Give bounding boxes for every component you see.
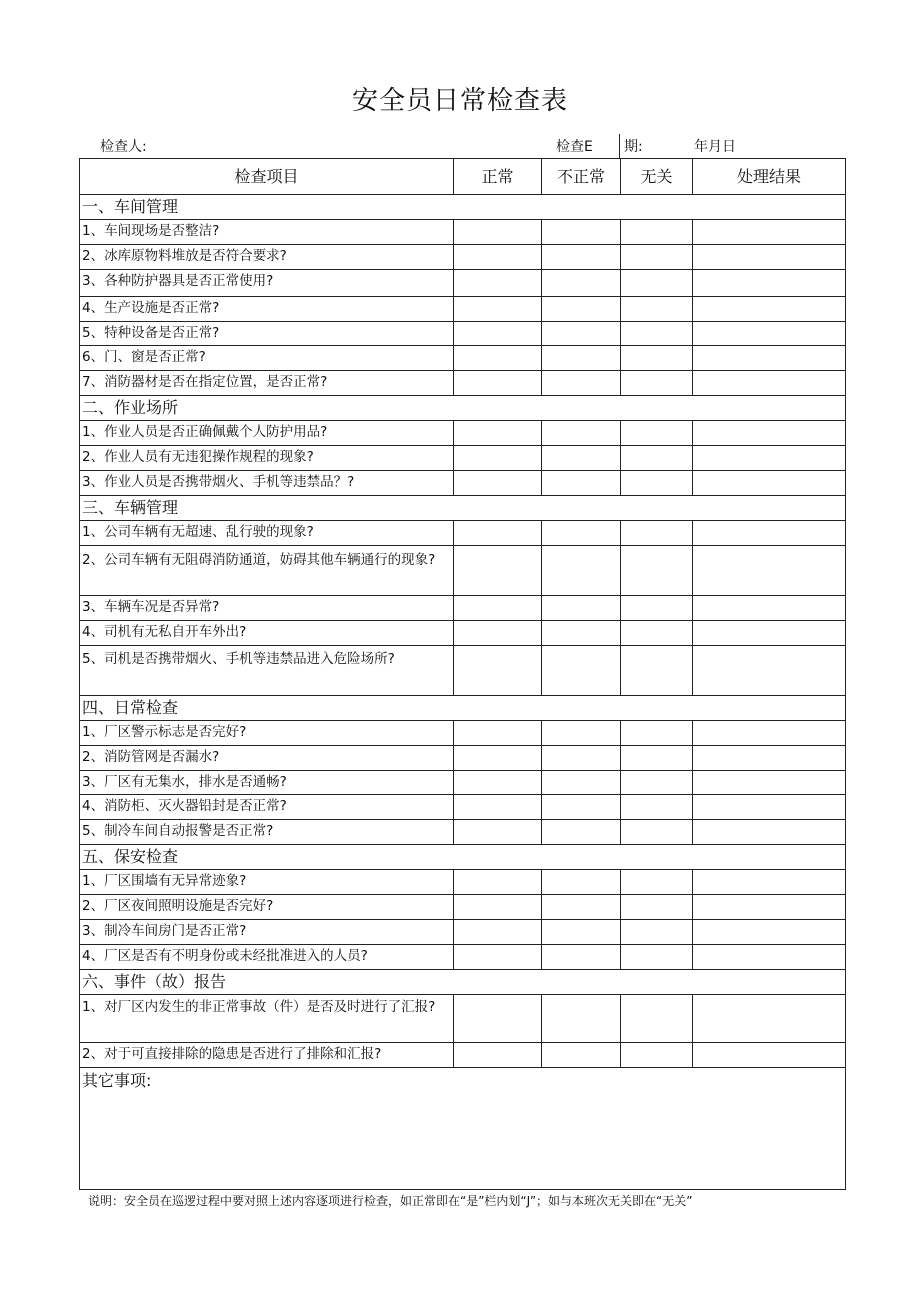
item-text: 7、消防器材是否在指定位置，是否正常? xyxy=(80,371,454,396)
cell-na[interactable] xyxy=(621,820,693,845)
cell-result[interactable] xyxy=(693,721,846,746)
cell-abnormal[interactable] xyxy=(542,446,621,471)
section-row xyxy=(80,396,846,421)
cell-abnormal[interactable] xyxy=(542,371,621,396)
cell-na[interactable] xyxy=(621,920,693,945)
cell-abnormal[interactable] xyxy=(542,297,621,322)
cell-na[interactable] xyxy=(621,245,693,270)
item-text: 3、制冷车间房门是否正常? xyxy=(80,920,454,945)
item-text: 1、厂区警示标志是否完好? xyxy=(80,721,454,746)
cell-normal[interactable] xyxy=(454,421,542,446)
cell-na[interactable] xyxy=(621,346,693,371)
cell-abnormal[interactable] xyxy=(542,721,621,746)
section-title: 四、日常检查 xyxy=(80,696,846,721)
cell-abnormal[interactable] xyxy=(542,596,621,621)
cell-na[interactable] xyxy=(621,795,693,820)
footnote: 说明：安全员在巡逻过程中要对照上述内容逐项进行检查，如正常即在“是”栏内划“J”；如与本班次无关即在“无关” xyxy=(88,1194,693,1208)
cell-result[interactable] xyxy=(693,771,846,795)
cell-na[interactable] xyxy=(621,870,693,895)
cell-normal[interactable] xyxy=(454,621,542,646)
cell-na[interactable] xyxy=(621,220,693,245)
cell-na[interactable] xyxy=(621,471,693,496)
cell-result[interactable] xyxy=(693,521,846,546)
table-row xyxy=(80,771,846,795)
cell-normal[interactable] xyxy=(454,546,542,596)
cell-abnormal[interactable] xyxy=(542,1043,621,1068)
cell-result[interactable] xyxy=(693,746,846,771)
cell-result[interactable] xyxy=(693,820,846,845)
cell-result[interactable] xyxy=(693,297,846,322)
cell-normal[interactable] xyxy=(454,521,542,546)
cell-abnormal[interactable] xyxy=(542,895,621,920)
cell-abnormal[interactable] xyxy=(542,795,621,820)
header-row xyxy=(80,159,846,195)
cell-normal[interactable] xyxy=(454,646,542,696)
table-row xyxy=(80,721,846,746)
cell-result[interactable] xyxy=(693,870,846,895)
table-row xyxy=(80,322,846,346)
col-header-result: 处理结果 xyxy=(693,159,846,195)
cell-abnormal[interactable] xyxy=(542,546,621,596)
cell-abnormal[interactable] xyxy=(542,820,621,845)
table-row xyxy=(80,270,846,297)
cell-normal[interactable] xyxy=(454,297,542,322)
cell-result[interactable] xyxy=(693,895,846,920)
cell-normal[interactable] xyxy=(454,1043,542,1068)
table-row xyxy=(80,870,846,895)
cell-abnormal[interactable] xyxy=(542,771,621,795)
item-text: 5、特种设备是否正常? xyxy=(80,322,454,346)
section-row xyxy=(80,845,846,870)
cell-result[interactable] xyxy=(693,546,846,596)
cell-result[interactable] xyxy=(693,995,846,1043)
table-row xyxy=(80,1043,846,1068)
cell-normal[interactable] xyxy=(454,820,542,845)
cell-abnormal[interactable] xyxy=(542,346,621,371)
cell-na[interactable] xyxy=(621,646,693,696)
item-text: 4、消防柜、灭火器铅封是否正常? xyxy=(80,795,454,820)
item-text: 6、门、窗是否正常? xyxy=(80,346,454,371)
cell-na[interactable] xyxy=(621,322,693,346)
section-title: 一、车间管理 xyxy=(80,195,846,220)
cell-result[interactable] xyxy=(693,945,846,970)
cell-normal[interactable] xyxy=(454,870,542,895)
item-text: 4、生产设施是否正常? xyxy=(80,297,454,322)
cell-result[interactable] xyxy=(693,795,846,820)
cell-abnormal[interactable] xyxy=(542,521,621,546)
table-row xyxy=(80,546,846,596)
cell-normal[interactable] xyxy=(454,721,542,746)
cell-normal[interactable] xyxy=(454,746,542,771)
item-text: 1、作业人员是否正确佩戴个人防护用品? xyxy=(80,421,454,446)
item-text: 4、厂区是否有不明身份或未经批准进入的人员? xyxy=(80,945,454,970)
cell-abnormal[interactable] xyxy=(542,746,621,771)
item-text: 3、车辆车况是否异常? xyxy=(80,596,454,621)
table-row xyxy=(80,596,846,621)
item-text: 3、厂区有无集水，排水是否通畅? xyxy=(80,771,454,795)
cell-abnormal[interactable] xyxy=(542,920,621,945)
date-label-part2: 期: xyxy=(624,139,643,155)
table-row xyxy=(80,746,846,771)
cell-normal[interactable] xyxy=(454,895,542,920)
item-text: 2、冰库原物料堆放是否符合要求? xyxy=(80,245,454,270)
cell-na[interactable] xyxy=(621,596,693,621)
cell-normal[interactable] xyxy=(454,270,542,297)
cell-abnormal[interactable] xyxy=(542,646,621,696)
col-header-item: 检查项目 xyxy=(80,159,454,195)
cell-result[interactable] xyxy=(693,471,846,496)
cell-na[interactable] xyxy=(621,746,693,771)
item-text: 1、对厂区内发生的非正常事故（件）是否及时进行了汇报? xyxy=(80,995,454,1043)
cell-result[interactable] xyxy=(693,245,846,270)
cell-abnormal[interactable] xyxy=(542,270,621,297)
cell-na[interactable] xyxy=(621,270,693,297)
table-row xyxy=(80,471,846,496)
cell-result[interactable] xyxy=(693,270,846,297)
cell-result[interactable] xyxy=(693,220,846,245)
cell-result[interactable] xyxy=(693,446,846,471)
col-header-abnormal: 不正常 xyxy=(542,159,621,195)
table-row xyxy=(80,920,846,945)
cell-normal[interactable] xyxy=(454,446,542,471)
table-row xyxy=(80,346,846,371)
cell-abnormal[interactable] xyxy=(542,945,621,970)
table-row xyxy=(80,220,846,245)
cell-result[interactable] xyxy=(693,646,846,696)
cell-na[interactable] xyxy=(621,945,693,970)
section-title: 六、事件（故）报告 xyxy=(80,970,846,995)
cell-abnormal[interactable] xyxy=(542,322,621,346)
table-row xyxy=(80,521,846,546)
table-row xyxy=(80,446,846,471)
cell-normal[interactable] xyxy=(454,771,542,795)
inspector-label: 检查人: xyxy=(100,139,147,155)
cell-na[interactable] xyxy=(621,521,693,546)
section-row xyxy=(80,696,846,721)
inspection-table xyxy=(79,158,846,1190)
cell-normal[interactable] xyxy=(454,371,542,396)
cell-na[interactable] xyxy=(621,371,693,396)
col-header-na: 无关 xyxy=(621,159,693,195)
cell-normal[interactable] xyxy=(454,471,542,496)
cell-result[interactable] xyxy=(693,421,846,446)
table-row xyxy=(80,895,846,920)
item-text: 4、司机有无私自开车外出? xyxy=(80,621,454,646)
cell-na[interactable] xyxy=(621,546,693,596)
cell-na[interactable] xyxy=(621,297,693,322)
table-row xyxy=(80,421,846,446)
item-text: 1、公司车辆有无超速、乱行驶的现象? xyxy=(80,521,454,546)
cell-na[interactable] xyxy=(621,995,693,1043)
cell-na[interactable] xyxy=(621,1043,693,1068)
page-title: 安全员日常检查表 xyxy=(351,86,568,116)
cell-normal[interactable] xyxy=(454,596,542,621)
item-text: 2、作业人员有无违犯操作规程的现象? xyxy=(80,446,454,471)
table-row xyxy=(80,245,846,270)
other-matters-cell[interactable] xyxy=(80,1068,846,1190)
cell-abnormal[interactable] xyxy=(542,220,621,245)
item-text: 1、车间现场是否整洁? xyxy=(80,220,454,245)
table-row xyxy=(80,795,846,820)
table-row xyxy=(80,621,846,646)
cell-abnormal[interactable] xyxy=(542,245,621,270)
cell-result[interactable] xyxy=(693,371,846,396)
cell-na[interactable] xyxy=(621,771,693,795)
cell-abnormal[interactable] xyxy=(542,471,621,496)
table-row xyxy=(80,995,846,1043)
col-header-normal: 正常 xyxy=(454,159,542,195)
cell-normal[interactable] xyxy=(454,795,542,820)
cell-abnormal[interactable] xyxy=(542,995,621,1043)
meta-divider xyxy=(619,134,620,158)
cell-abnormal[interactable] xyxy=(542,621,621,646)
section-title: 五、保安检查 xyxy=(80,845,846,870)
cell-normal[interactable] xyxy=(454,245,542,270)
cell-abnormal[interactable] xyxy=(542,421,621,446)
section-title: 三、车辆管理 xyxy=(80,496,846,521)
item-text: 5、制冷车间自动报警是否正常? xyxy=(80,820,454,845)
cell-normal[interactable] xyxy=(454,945,542,970)
other-matters-label: 其它事项: xyxy=(82,1071,152,1090)
section-row xyxy=(80,496,846,521)
cell-normal[interactable] xyxy=(454,920,542,945)
table-row xyxy=(80,297,846,322)
item-text: 1、厂区围墙有无异常迹象? xyxy=(80,870,454,895)
cell-na[interactable] xyxy=(621,721,693,746)
item-text: 2、消防管网是否漏水? xyxy=(80,746,454,771)
cell-result[interactable] xyxy=(693,596,846,621)
table-row xyxy=(80,945,846,970)
cell-na[interactable] xyxy=(621,446,693,471)
item-text: 3、作业人员是否携带烟火、手机等违禁品？? xyxy=(80,471,454,496)
cell-normal[interactable] xyxy=(454,995,542,1043)
cell-result[interactable] xyxy=(693,621,846,646)
item-text: 2、厂区夜间照明设施是否完好? xyxy=(80,895,454,920)
cell-result[interactable] xyxy=(693,920,846,945)
cell-normal[interactable] xyxy=(454,220,542,245)
table-row xyxy=(80,820,846,845)
item-text: 3、各种防护器具是否正常使用? xyxy=(80,270,454,297)
date-label-part1: 检查E xyxy=(556,139,593,155)
cell-na[interactable] xyxy=(621,895,693,920)
date-value: 年月日 xyxy=(694,139,736,155)
cell-result[interactable] xyxy=(693,1043,846,1068)
table-row xyxy=(80,646,846,696)
other-matters-row xyxy=(80,1068,846,1190)
section-title: 二、作业场所 xyxy=(80,396,846,421)
cell-na[interactable] xyxy=(621,421,693,446)
cell-result[interactable] xyxy=(693,346,846,371)
cell-normal[interactable] xyxy=(454,322,542,346)
section-row xyxy=(80,195,846,220)
item-text: 2、对于可直接排除的隐患是否进行了排除和汇报? xyxy=(80,1043,454,1068)
cell-result[interactable] xyxy=(693,322,846,346)
cell-abnormal[interactable] xyxy=(542,870,621,895)
section-row xyxy=(80,970,846,995)
item-text: 5、司机是否携带烟火、手机等违禁品进入危险场所? xyxy=(80,646,454,696)
table-row xyxy=(80,371,846,396)
cell-normal[interactable] xyxy=(454,346,542,371)
item-text: 2、公司车辆有无阻碍消防通道，妨碍其他车辆通行的现象? xyxy=(80,546,454,596)
cell-na[interactable] xyxy=(621,621,693,646)
